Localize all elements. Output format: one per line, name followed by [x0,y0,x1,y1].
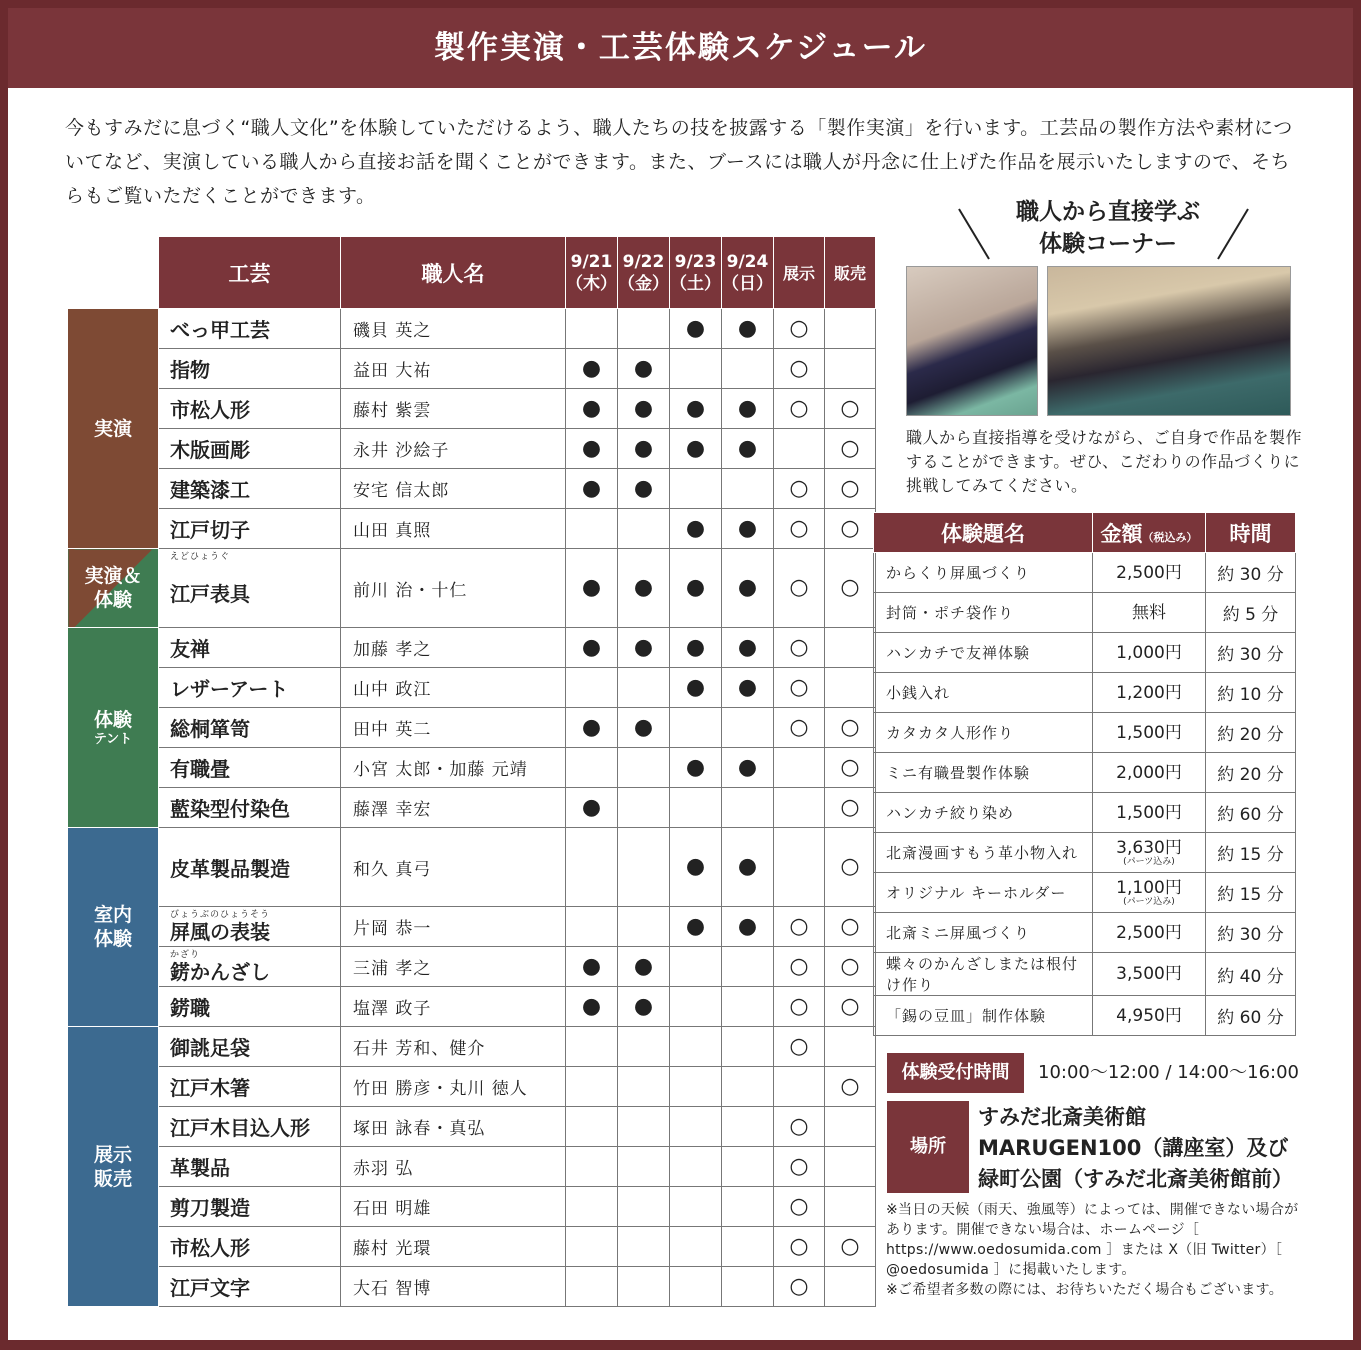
craft-name: べっ甲工芸 [159,309,341,349]
maker-name: 石井 芳和、健介 [341,1027,566,1067]
date-4-mark [722,1067,774,1107]
craft-name: えどひょうぐ 江戸表具 [159,549,341,628]
experience-name: ハンカチ絞り染め [874,793,1093,833]
date-2-mark [618,788,670,828]
date-3-mark [670,1187,722,1227]
table-row [68,947,876,987]
category-label: 室内 体験 [68,828,159,1027]
date-3-mark [670,469,722,509]
experience-price: 無料 [1093,593,1206,633]
experience-price: 1,500円 [1093,793,1206,833]
sale-mark [825,628,876,668]
sale-mark: ○ [825,1067,876,1107]
category-label: 実演＆ 体験 [68,549,159,628]
sale-mark: ○ [825,788,876,828]
maker-name: 三浦 孝之 [341,947,566,987]
date-4-mark: ● [722,309,774,349]
date-2-mark: ● [618,628,670,668]
maker-name: 安宅 信太郎 [341,469,566,509]
experience-row [874,873,1296,913]
experience-price: 1,200円 [1093,673,1206,713]
experience-price: 3,630円 (パーツ込み) [1093,833,1206,873]
date-3-mark: ● [670,429,722,469]
exhibit-mark: ○ [774,549,825,628]
note-weather: ※当日の天候（雨天、強風等）によっては、開催できない場合があります。開催できない場合は、ホームページ［ https://www.oedosumida.com ］または X（旧 Twitter）［ @oedosumida ］に掲載いたします。 [886,1202,1299,1278]
table-row [68,469,876,509]
date-2-mark [618,1067,670,1107]
craft-name: 木版画彫 [159,429,341,469]
date-1-mark: ● [566,469,618,509]
table-row [68,1227,876,1267]
date-2-mark: ● [618,389,670,429]
poster [8,8,1353,1340]
date-4-mark: ● [722,748,774,788]
maker-name: 藤村 光環 [341,1227,566,1267]
experience-row [874,793,1296,833]
date-3-mark: ● [670,628,722,668]
experience-name: 小銭入れ [874,673,1093,713]
date-3-mark [670,708,722,748]
date-1-mark: ● [566,628,618,668]
header-date-2: 9/22 （金） [618,237,670,309]
table-row [68,907,876,947]
sale-mark [825,1187,876,1227]
craft-name: 藍染型付染色 [159,788,341,828]
date-2-mark: ● [618,429,670,469]
date-4-mark [722,947,774,987]
experience-time: 約 20 分 [1206,713,1296,753]
sale-mark: ○ [825,987,876,1027]
date-4-mark [722,987,774,1027]
maker-name: 磯貝 英之 [341,309,566,349]
experience-row [874,593,1296,633]
date-3-mark [670,1267,722,1307]
craft-name: 指物 [159,349,341,389]
maker-name: 前川 治・十仁 [341,549,566,628]
date-3-mark [670,1147,722,1187]
date-1-mark [566,828,618,907]
header-craft: 工芸 [159,237,341,309]
craft-name: 市松人形 [159,1227,341,1267]
date-2-mark: ● [618,708,670,748]
experience-price: 2,000円 [1093,753,1206,793]
category-label: 実演 [68,309,159,549]
maker-name: 益田 大祐 [341,349,566,389]
craft-name: 友禅 [159,628,341,668]
table-row [68,509,876,549]
date-1-mark: ● [566,947,618,987]
date-1-mark [566,1147,618,1187]
experience-price: 1,500円 [1093,713,1206,753]
exhibit-mark: ○ [774,349,825,389]
sale-mark [825,668,876,708]
date-1-mark [566,907,618,947]
maker-name: 和久 真弓 [341,828,566,907]
table-row [68,987,876,1027]
experience-price: 4,950円 [1093,996,1206,1036]
craft-name: 江戸切子 [159,509,341,549]
experience-name: カタカタ人形作り [874,713,1093,753]
date-3-mark [670,1067,722,1107]
date-3-mark: ● [670,549,722,628]
sale-mark: ○ [825,469,876,509]
maker-name: 山中 政江 [341,668,566,708]
craft-name: レザーアート [159,668,341,708]
experience-price: 1,100円 (パーツ込み) [1093,873,1206,913]
notes [886,1200,1306,1300]
craft-name: 建築漆工 [159,469,341,509]
table-row [68,1027,876,1067]
date-4-mark [722,1147,774,1187]
place-value: すみだ北斎美術館 MARUGEN100（講座室）及び 緑町公園（すみだ北斎美術館前） [978,1105,1293,1191]
date-4-mark: ● [722,907,774,947]
date-4-mark [722,469,774,509]
date-1-mark [566,1027,618,1067]
experience-name: 蝶々のかんざしまたは根付け作り [874,953,1093,996]
sale-mark [825,1267,876,1307]
maker-name: 藤村 紫雲 [341,389,566,429]
table-row [68,628,876,668]
experience-row [874,913,1296,953]
exhibit-mark: ○ [774,469,825,509]
experience-title: 職人から直接学ぶ 体験コーナー [1016,199,1200,257]
date-3-mark [670,1107,722,1147]
date-4-mark [722,1267,774,1307]
sale-mark [825,1147,876,1187]
date-4-mark [722,708,774,748]
craft-name: 総桐箪笥 [159,708,341,748]
experience-name: 北斎ミニ屏風づくり [874,913,1093,953]
experience-row [874,996,1296,1036]
date-2-mark [618,1267,670,1307]
table-row [68,828,876,907]
date-1-mark: ● [566,987,618,1027]
date-4-mark: ● [722,828,774,907]
date-3-mark: ● [670,309,722,349]
maker-name: 永井 沙絵子 [341,429,566,469]
maker-name: 石田 明雄 [341,1187,566,1227]
craft-name: 皮革製品製造 [159,828,341,907]
date-3-mark: ● [670,828,722,907]
date-1-mark [566,668,618,708]
craft-name: 錺職 [159,987,341,1027]
date-3-mark [670,349,722,389]
date-2-mark [618,1107,670,1147]
experience-name: ミニ有職畳製作体験 [874,753,1093,793]
experience-row [874,633,1296,673]
craft-name: 剪刀製造 [159,1187,341,1227]
date-2-mark [618,509,670,549]
sale-mark: ○ [825,509,876,549]
sale-mark: ○ [825,828,876,907]
date-1-mark: ● [566,788,618,828]
experience-time: 約 30 分 [1206,913,1296,953]
date-4-mark [722,788,774,828]
experience-row [874,673,1296,713]
experience-price: 2,500円 [1093,553,1206,593]
sale-mark: ○ [825,947,876,987]
date-1-mark [566,748,618,788]
header-date-4: 9/24 （日） [722,237,774,309]
header-exhibit: 展示 [774,237,825,309]
header-exp-name: 体験題名 [874,513,1093,553]
note-wait: ※ご希望者多数の際には、お待ちいただく場合もございます。 [886,1282,1284,1298]
date-3-mark: ● [670,907,722,947]
date-2-mark [618,1027,670,1067]
table-row [68,708,876,748]
table-header [68,237,876,309]
table-row [68,748,876,788]
experience-price: 2,500円 [1093,913,1206,953]
exhibit-mark [774,788,825,828]
date-2-mark [618,1227,670,1267]
table-row [68,549,876,628]
date-4-mark [722,1027,774,1067]
date-2-mark: ● [618,549,670,628]
date-3-mark [670,788,722,828]
maker-name: 藤澤 幸宏 [341,788,566,828]
header-blank [68,237,159,309]
date-2-mark: ● [618,349,670,389]
exhibit-mark: ○ [774,1027,825,1067]
experience-price: 1,000円 [1093,633,1206,673]
sale-mark [825,309,876,349]
experience-name: 「錫の豆皿」制作体験 [874,996,1093,1036]
header-date-1: 9/21 （木） [566,237,618,309]
date-1-mark [566,1267,618,1307]
date-3-mark [670,1227,722,1267]
category-label: 体験 テント [68,628,159,828]
date-1-mark: ● [566,708,618,748]
exhibit-mark: ○ [774,1187,825,1227]
date-1-mark: ● [566,349,618,389]
header-sale: 販売 [825,237,876,309]
date-1-mark [566,1107,618,1147]
header-exp-price: 金額（税込み） [1093,513,1206,553]
header-maker: 職人名 [341,237,566,309]
date-1-mark [566,309,618,349]
experience-time: 約 15 分 [1206,833,1296,873]
category-label: 展示 販売 [68,1027,159,1307]
craft-name: 御誂足袋 [159,1027,341,1067]
sale-mark: ○ [825,429,876,469]
experience-time: 約 20 分 [1206,753,1296,793]
date-4-mark: ● [722,549,774,628]
place-label: 場所 [887,1101,969,1193]
photo-workshop-group [1047,266,1291,416]
date-1-mark [566,1067,618,1107]
sale-mark [825,1027,876,1067]
experience-name: オリジナル キーホルダー [874,873,1093,913]
sale-mark: ○ [825,549,876,628]
date-1-mark: ● [566,429,618,469]
date-4-mark [722,1187,774,1227]
maker-name: 田中 英二 [341,708,566,748]
table-row [68,1187,876,1227]
photo-child-crafting [906,266,1038,416]
experience-row [874,713,1296,753]
date-1-mark [566,1227,618,1267]
sale-mark: ○ [825,1227,876,1267]
date-2-mark [618,1147,670,1187]
hours-label: 体験受付時間 [887,1053,1024,1093]
date-2-mark [618,748,670,788]
exhibit-mark: ○ [774,987,825,1027]
date-2-mark [618,309,670,349]
experience-row [874,833,1296,873]
date-2-mark [618,1187,670,1227]
experience-time: 約 40 分 [1206,953,1296,996]
experience-name: 北斎漫画すもう革小物入れ [874,833,1093,873]
maker-name: 赤羽 弘 [341,1147,566,1187]
intro-text: 今もすみだに息づく“職人文化”を体験していただけるよう、職人たちの技を披露する「製作実演」を行います。工芸品の製作方法や素材についてなど、実演している職人から直接お話を聞くことができます。また、ブースには職人が丹念に仕上げた作品を展示いたしますので、そちらもご覧いただくことができます。 [65,117,1293,207]
experience-name: 封筒・ポチ袋作り [874,593,1093,633]
experience-time: 約 10 分 [1206,673,1296,713]
date-4-mark: ● [722,389,774,429]
experience-row [874,953,1296,996]
table-row [68,668,876,708]
maker-name: 塩澤 政子 [341,987,566,1027]
date-2-mark: ● [618,987,670,1027]
sale-mark [825,1107,876,1147]
maker-name: 片岡 恭一 [341,907,566,947]
exhibit-mark: ○ [774,1107,825,1147]
craft-name: かざり 錺かんざし [159,947,341,987]
date-1-mark [566,509,618,549]
date-3-mark [670,1027,722,1067]
craft-name: びょうぶのひょうそう 屏風の表装 [159,907,341,947]
header-date-3: 9/23 （土） [670,237,722,309]
date-1-mark [566,1187,618,1227]
date-1-mark: ● [566,389,618,429]
table-row [68,788,876,828]
date-4-mark: ● [722,668,774,708]
table-row [68,1267,876,1307]
table-row [68,1067,876,1107]
date-2-mark [618,668,670,708]
craft-name: 江戸木箸 [159,1067,341,1107]
date-4-mark: ● [722,509,774,549]
table-row [68,309,876,349]
maker-name: 大石 智博 [341,1267,566,1307]
exhibit-mark [774,828,825,907]
maker-name: 山田 真照 [341,509,566,549]
date-2-mark: ● [618,947,670,987]
date-3-mark: ● [670,668,722,708]
date-3-mark: ● [670,748,722,788]
exhibit-mark: ○ [774,309,825,349]
exhibit-mark [774,748,825,788]
exhibit-mark: ○ [774,1227,825,1267]
experience-table [873,512,1296,1036]
exhibit-mark: ○ [774,628,825,668]
exhibit-mark: ○ [774,1267,825,1307]
exhibit-mark [774,1067,825,1107]
maker-name: 小宮 太郎・加藤 元靖 [341,748,566,788]
date-4-mark [722,349,774,389]
date-4-mark [722,1227,774,1267]
table-row [68,1107,876,1147]
experience-header [874,513,1296,553]
exhibit-mark: ○ [774,509,825,549]
experience-time: 約 30 分 [1206,633,1296,673]
experience-row [874,553,1296,593]
table-row [68,1147,876,1187]
sale-mark: ○ [825,708,876,748]
experience-time: 約 60 分 [1206,996,1296,1036]
craft-name: 有職畳 [159,748,341,788]
experience-name: からくり屏風づくり [874,553,1093,593]
sale-mark: ○ [825,907,876,947]
table-row [68,429,876,469]
sale-mark [825,349,876,389]
experience-name: ハンカチで友禅体験 [874,633,1093,673]
maker-name: 塚田 詠春・真弘 [341,1107,566,1147]
craft-name: 江戸文字 [159,1267,341,1307]
date-2-mark [618,828,670,907]
maker-name: 加藤 孝之 [341,628,566,668]
experience-time: 約 30 分 [1206,553,1296,593]
exhibit-mark: ○ [774,389,825,429]
experience-time: 約 5 分 [1206,593,1296,633]
date-1-mark: ● [566,549,618,628]
maker-name: 竹田 勝彦・丸川 徳人 [341,1067,566,1107]
experience-description: 職人から直接指導を受けながら、ご自身で作品を製作することができます。ぜひ、こだわりの作品づくりに挑戦してみてください。 [906,428,1303,495]
schedule-table [67,236,876,1307]
exhibit-mark: ○ [774,668,825,708]
date-3-mark [670,947,722,987]
experience-price: 3,500円 [1093,953,1206,996]
date-4-mark: ● [722,429,774,469]
experience-time: 約 15 分 [1206,873,1296,913]
page-title: 製作実演・工芸体験スケジュール [8,8,1353,88]
date-3-mark: ● [670,509,722,549]
date-4-mark: ● [722,628,774,668]
hours-value: 10:00〜12:00 / 14:00〜16:00 [1038,1062,1299,1083]
sale-mark: ○ [825,748,876,788]
exhibit-mark: ○ [774,947,825,987]
date-3-mark: ● [670,389,722,429]
craft-name: 江戸木目込人形 [159,1107,341,1147]
sale-mark: ○ [825,389,876,429]
exhibit-mark: ○ [774,1147,825,1187]
experience-time: 約 60 分 [1206,793,1296,833]
date-2-mark [618,907,670,947]
date-4-mark [722,1107,774,1147]
exhibit-mark [774,429,825,469]
craft-name: 革製品 [159,1147,341,1187]
craft-name: 市松人形 [159,389,341,429]
exhibit-mark: ○ [774,907,825,947]
table-row [68,349,876,389]
date-3-mark [670,987,722,1027]
date-2-mark: ● [618,469,670,509]
experience-row [874,753,1296,793]
exhibit-mark: ○ [774,708,825,748]
header-exp-time: 時間 [1206,513,1296,553]
table-row [68,389,876,429]
